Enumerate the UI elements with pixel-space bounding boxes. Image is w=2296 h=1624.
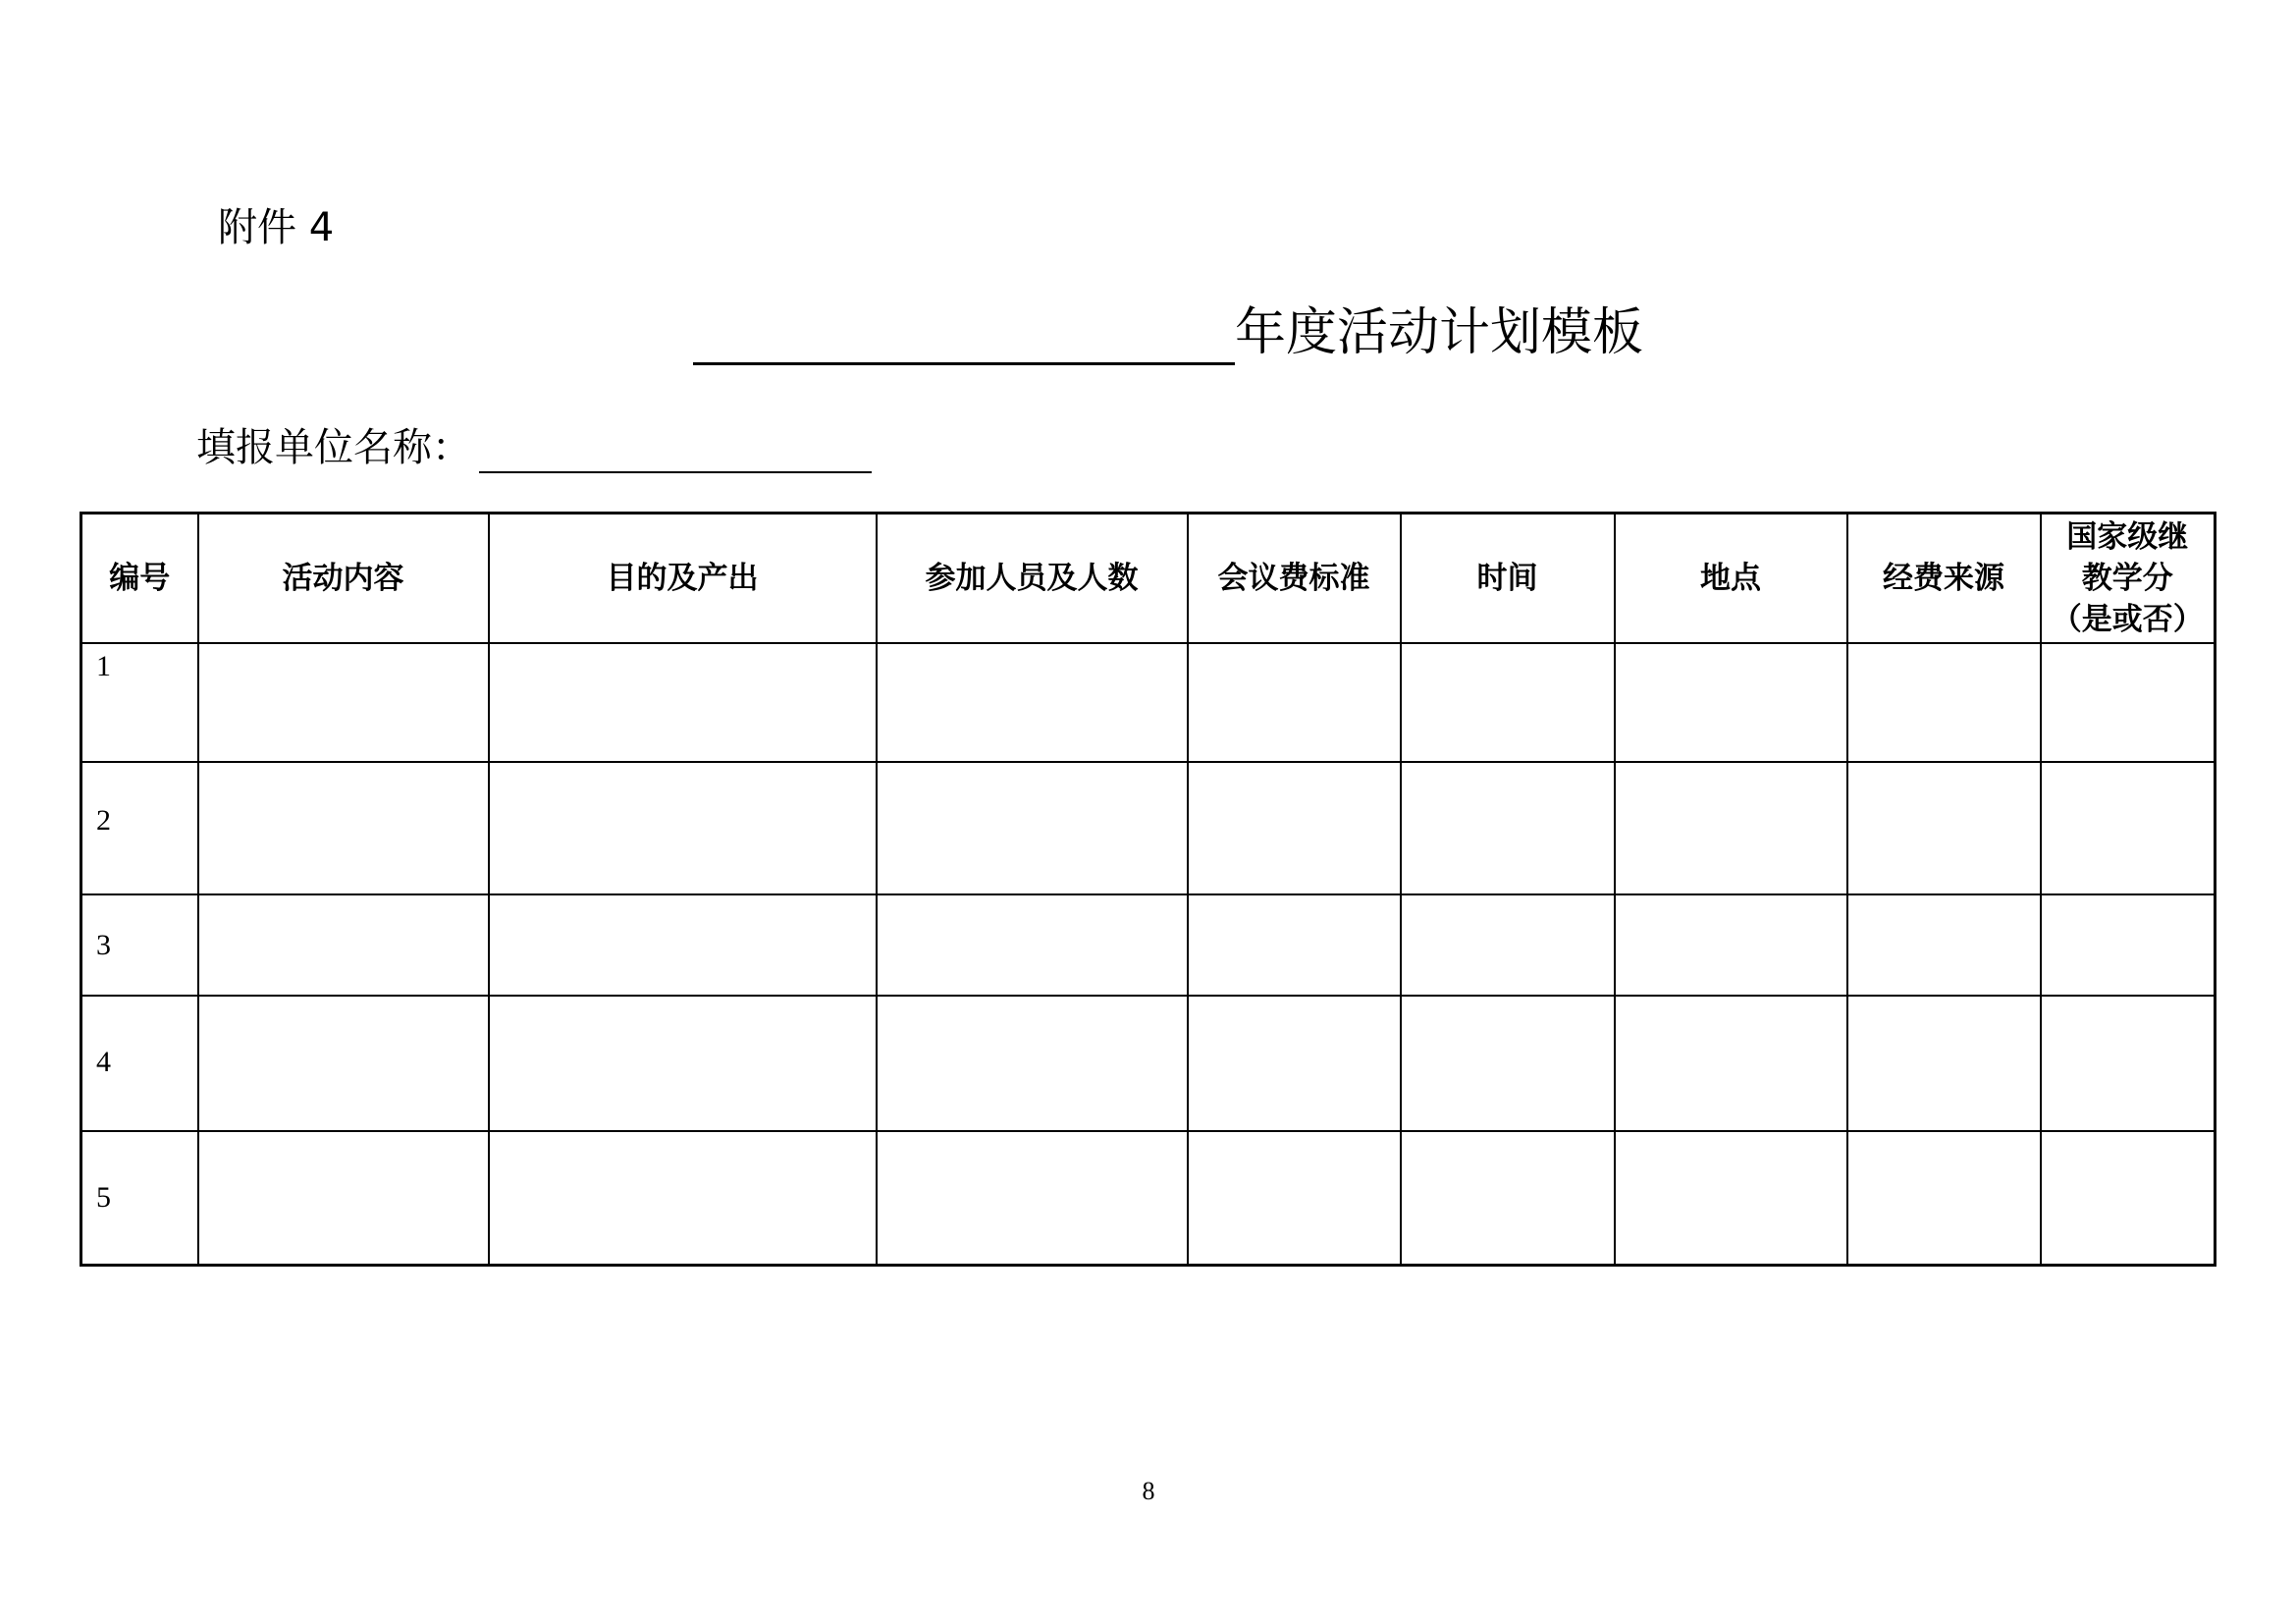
purpose-output-cell[interactable] xyxy=(489,762,877,894)
column-header-time: 时间 xyxy=(1401,514,1615,643)
table-header-row xyxy=(81,514,2216,643)
funding-source-cell[interactable] xyxy=(1847,996,2041,1131)
row-number-cell xyxy=(81,894,198,996)
participants-cell[interactable] xyxy=(877,894,1188,996)
national-credit-line-3: （是或否） xyxy=(2051,601,2204,637)
national-credit-line-1: 国家级继 xyxy=(2066,518,2189,555)
national-credit-cell[interactable] xyxy=(2041,894,2216,996)
activity-plan-table xyxy=(80,512,2216,1267)
time-cell[interactable] xyxy=(1401,894,1615,996)
national-credit-cell[interactable] xyxy=(2041,762,2216,894)
meeting-fee-cell[interactable] xyxy=(1188,996,1401,1131)
national-credit-cell[interactable] xyxy=(2041,643,2216,762)
column-header-meeting-fee-standard: 会议费标准 xyxy=(1188,514,1401,643)
meeting-fee-cell[interactable] xyxy=(1188,894,1401,996)
row-number-cell xyxy=(81,996,198,1131)
location-cell[interactable] xyxy=(1615,894,1847,996)
column-header-participants: 参加人员及人数 xyxy=(877,514,1188,643)
table-row xyxy=(81,762,2216,894)
table-row xyxy=(81,643,2216,762)
participants-cell[interactable] xyxy=(877,762,1188,894)
reporting-unit-row xyxy=(196,420,872,473)
row-number: 3 xyxy=(96,928,111,961)
funding-source-cell[interactable] xyxy=(1847,762,2041,894)
activity-content-cell[interactable] xyxy=(198,1131,489,1266)
row-number: 2 xyxy=(96,803,111,837)
column-header-funding-source: 经费来源 xyxy=(1847,514,2041,643)
time-cell[interactable] xyxy=(1401,1131,1615,1266)
meeting-fee-cell[interactable] xyxy=(1188,1131,1401,1266)
title-year-blank[interactable] xyxy=(693,301,1235,365)
page-number: 8 xyxy=(1142,1477,1155,1505)
column-header-location: 地点 xyxy=(1615,514,1847,643)
column-header-national-credit xyxy=(2041,514,2216,643)
row-number: 4 xyxy=(96,1045,111,1078)
activity-content-cell[interactable] xyxy=(198,643,489,762)
meeting-fee-cell[interactable] xyxy=(1188,643,1401,762)
location-cell[interactable] xyxy=(1615,643,1847,762)
row-number: 1 xyxy=(96,649,111,682)
column-header-activity-content: 活动内容 xyxy=(198,514,489,643)
time-cell[interactable] xyxy=(1401,762,1615,894)
activity-content-cell[interactable] xyxy=(198,894,489,996)
purpose-output-cell[interactable] xyxy=(489,894,877,996)
time-cell[interactable] xyxy=(1401,996,1615,1131)
funding-source-cell[interactable] xyxy=(1847,894,2041,996)
table-row xyxy=(81,894,2216,996)
location-cell[interactable] xyxy=(1615,996,1847,1131)
table-row xyxy=(81,996,2216,1131)
document-title xyxy=(693,297,1643,365)
time-cell[interactable] xyxy=(1401,643,1615,762)
activity-content-cell[interactable] xyxy=(198,996,489,1131)
title-text: 年度活动计划模板 xyxy=(1235,303,1644,362)
attachment-label: 附件 4 xyxy=(218,205,335,250)
purpose-output-cell[interactable] xyxy=(489,643,877,762)
table-row xyxy=(81,1131,2216,1266)
column-header-purpose-output: 目的及产出 xyxy=(489,514,877,643)
row-number-cell xyxy=(81,643,198,762)
activity-content-cell[interactable] xyxy=(198,762,489,894)
meeting-fee-cell[interactable] xyxy=(1188,762,1401,894)
funding-source-cell[interactable] xyxy=(1847,1131,2041,1266)
location-cell[interactable] xyxy=(1615,1131,1847,1266)
purpose-output-cell[interactable] xyxy=(489,996,877,1131)
national-credit-cell[interactable] xyxy=(2041,996,2216,1131)
reporting-unit-label: 填报单位名称： xyxy=(196,425,471,470)
row-number-cell xyxy=(81,1131,198,1266)
column-header-number: 编号 xyxy=(81,514,198,643)
row-number-cell xyxy=(81,762,198,894)
purpose-output-cell[interactable] xyxy=(489,1131,877,1266)
participants-cell[interactable] xyxy=(877,1131,1188,1266)
participants-cell[interactable] xyxy=(877,996,1188,1131)
location-cell[interactable] xyxy=(1615,762,1847,894)
reporting-unit-blank[interactable] xyxy=(479,426,872,473)
funding-source-cell[interactable] xyxy=(1847,643,2041,762)
national-credit-cell[interactable] xyxy=(2041,1131,2216,1266)
row-number: 5 xyxy=(96,1180,111,1214)
national-credit-line-2: 教学分 xyxy=(2081,560,2173,596)
participants-cell[interactable] xyxy=(877,643,1188,762)
